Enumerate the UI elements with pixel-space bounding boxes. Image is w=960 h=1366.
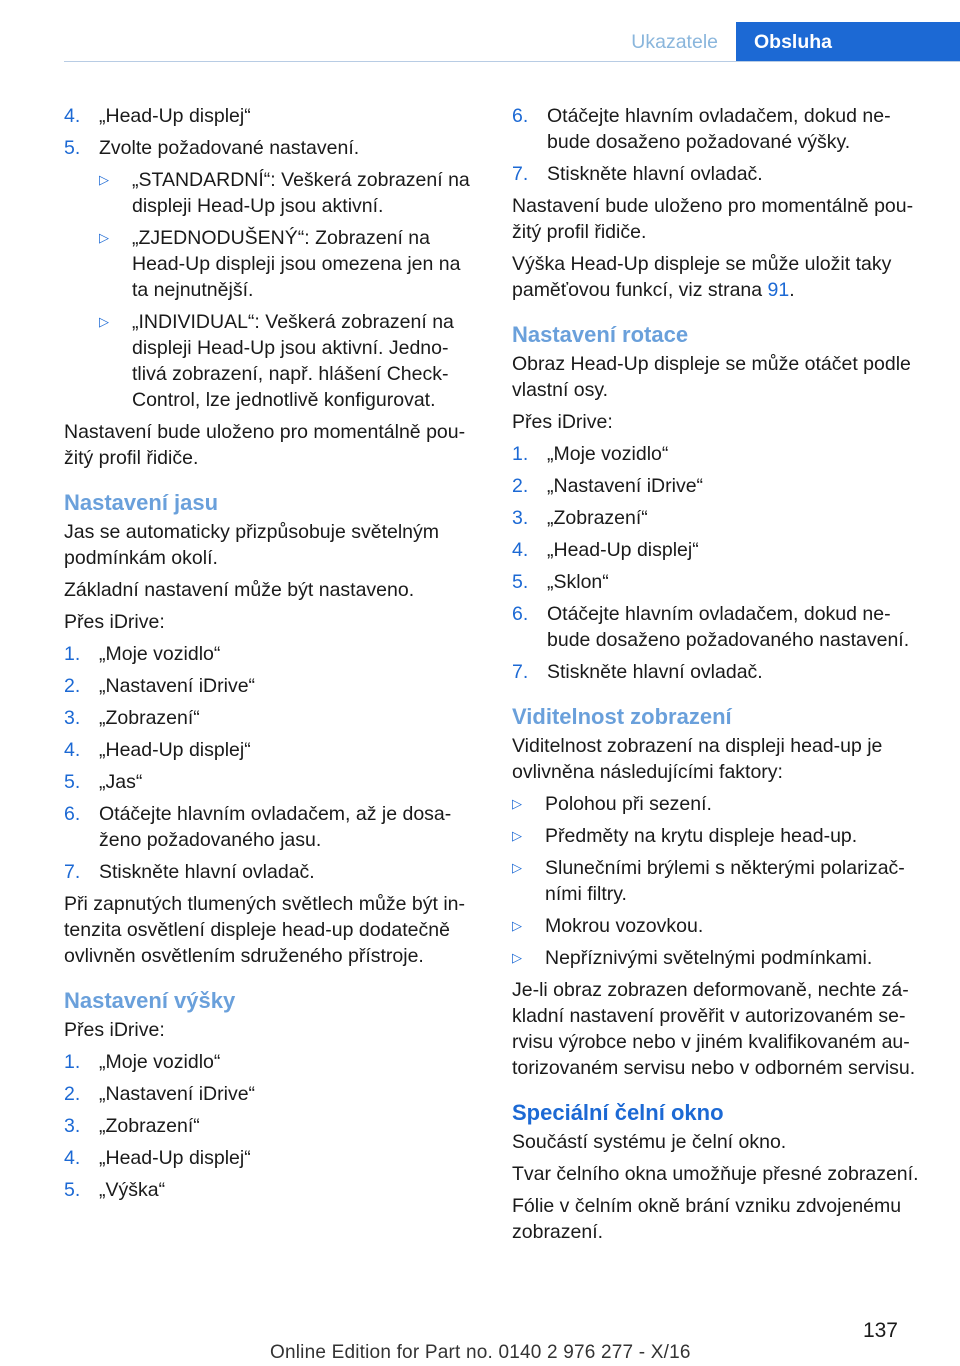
bullet-text: „ZJEDNODUŠENÝ“: Zobrazení na Head-Up displeji jsou omezena jen na ta nejnutnější. — [132, 227, 461, 301]
step-number: 3. — [64, 707, 81, 729]
step-text: Stiskněte hlavní ovladač. — [547, 661, 763, 683]
step-number: 2. — [64, 1083, 81, 1105]
triangle-bullet-icon: ▷ — [512, 950, 522, 965]
bullet-text: Předměty na krytu displeje head-up. — [545, 825, 858, 847]
step-number: 1. — [64, 643, 81, 665]
paragraph: Nastavení bude uloženo pro momentálně pou‐žitý profil řidiče. — [512, 195, 914, 243]
tab-ukazatele[interactable]: Ukazatele — [631, 31, 718, 53]
paragraph: Obraz Head-Up displeje se může otáčet podle vlastní osy. — [512, 353, 911, 401]
list-item — [99, 167, 479, 219]
step-text: „Head-Up displej“ — [99, 105, 251, 127]
right-column — [512, 103, 924, 1251]
paragraph: Jas se automaticky přizpůsobuje světelným podmínkám okolí. — [64, 521, 440, 569]
triangle-bullet-icon: ▷ — [512, 796, 522, 811]
bullet-text: „INDIVIDUAL“: Veškerá zobrazení na displeji Head-Up jsou aktivní. Jedno‐tlivá zobrazení, např. hlášení Check-Control, lze jednotlivě konfigurovat. — [132, 311, 454, 411]
list-item — [512, 569, 924, 595]
bullet-text: Mokrou vozovkou. — [545, 915, 704, 937]
paragraph: Přes iDrive: — [64, 1019, 165, 1041]
list-item — [64, 801, 479, 853]
step-number: 7. — [64, 861, 81, 883]
paragraph: Přes iDrive: — [64, 611, 165, 633]
triangle-bullet-icon: ▷ — [99, 172, 109, 187]
paragraph: Nastavení bude uloženo pro momentálně pou‐žitý profil řidiče. — [64, 421, 466, 469]
paragraph: Základní nastavení může být nastaveno. — [64, 579, 415, 601]
bullet-text: Nepříznivými světelnými podmínkami. — [545, 947, 873, 969]
steps-list — [64, 1049, 479, 1203]
paragraph-text: Výška Head-Up displeje se může uložit taky paměťovou funkcí, viz strana — [512, 253, 892, 301]
list-item — [512, 473, 924, 499]
section-heading-okno: Speciální čelní okno — [512, 1100, 724, 1125]
list-item — [512, 161, 924, 187]
step-number: 4. — [64, 105, 81, 127]
list-item — [512, 823, 924, 849]
paragraph: Součástí systému je čelní okno. — [512, 1131, 787, 1153]
step-number: 7. — [512, 163, 529, 185]
step-number: 2. — [64, 675, 81, 697]
step-number: 1. — [512, 443, 529, 465]
step-text: „Nastavení iDrive“ — [99, 1083, 256, 1105]
step-text: „Moje vozidlo“ — [99, 1051, 221, 1073]
step-number: 4. — [512, 539, 529, 561]
list-item — [64, 1081, 479, 1107]
paragraph-end: . — [789, 279, 795, 301]
step-text: „Zobrazení“ — [99, 707, 200, 729]
triangle-bullet-icon: ▷ — [512, 828, 522, 843]
step-number: 3. — [512, 507, 529, 529]
steps-list — [512, 103, 924, 187]
step-number: 2. — [512, 475, 529, 497]
list-item — [512, 913, 924, 939]
list-item — [64, 135, 479, 161]
step-number: 6. — [512, 105, 529, 127]
steps-list — [64, 641, 479, 885]
list-item — [512, 505, 924, 531]
section-heading-vyska: Nastavení výšky — [64, 988, 236, 1013]
triangle-bullet-icon: ▷ — [512, 918, 522, 933]
page-number: 137 — [862, 1319, 898, 1342]
step-number: 3. — [64, 1115, 81, 1137]
step-text: „Zobrazení“ — [99, 1115, 200, 1137]
section-heading-viditelnost: Viditelnost zobrazení — [512, 704, 732, 729]
list-item — [64, 769, 479, 795]
list-item — [64, 641, 479, 667]
step-text: „Sklon“ — [547, 571, 609, 593]
list-item — [64, 673, 479, 699]
list-item — [99, 309, 479, 413]
step-text: „Zobrazení“ — [547, 507, 648, 529]
list-item — [64, 737, 479, 763]
paragraph: Viditelnost zobrazení na displeji head-up je ovlivněna následujícími faktory: — [512, 735, 883, 783]
section-heading-rotace: Nastavení rotace — [512, 322, 689, 347]
step-number: 5. — [512, 571, 529, 593]
paragraph: Přes iDrive: — [512, 411, 613, 433]
step-number: 6. — [64, 803, 81, 825]
paragraph-with-link — [512, 251, 924, 303]
bullet-text: Polohou při sezení. — [545, 793, 712, 815]
list-item — [64, 1145, 479, 1171]
list-item — [512, 601, 924, 653]
tab-obsluha[interactable]: Obsluha — [736, 22, 960, 62]
step-text: Stiskněte hlavní ovladač. — [547, 163, 763, 185]
step-number: 5. — [64, 137, 81, 159]
list-item — [512, 537, 924, 563]
header-divider — [64, 61, 960, 62]
options-list — [99, 167, 479, 413]
step-number: 5. — [64, 1179, 81, 1201]
triangle-bullet-icon: ▷ — [99, 230, 109, 245]
bullet-text: Slunečními brýlemi s některými polarizač‐ními filtry. — [545, 857, 905, 905]
list-item — [512, 945, 924, 971]
step-number: 4. — [64, 1147, 81, 1169]
list-item — [512, 855, 924, 907]
step-text: „Moje vozidlo“ — [547, 443, 669, 465]
bullet-text: „STANDARDNÍ“: Veškerá zobrazení na displeji Head-Up jsou aktivní. — [132, 169, 470, 217]
section-heading-jas: Nastavení jasu — [64, 490, 219, 515]
step-number: 7. — [512, 661, 529, 683]
list-item — [512, 103, 924, 155]
list-item — [64, 705, 479, 731]
step-number: 1. — [64, 1051, 81, 1073]
triangle-bullet-icon: ▷ — [512, 860, 522, 875]
step-text: „Jas“ — [99, 771, 143, 793]
step-text: „Head-Up displej“ — [99, 739, 251, 761]
steps-list — [64, 103, 479, 161]
steps-list — [512, 441, 924, 685]
step-text: Stiskněte hlavní ovladač. — [99, 861, 315, 883]
step-text: „Nastavení iDrive“ — [547, 475, 704, 497]
step-text: Otáčejte hlavním ovladačem, dokud ne‐bude dosaženo požadovaného nastavení. — [547, 603, 910, 651]
list-item — [99, 225, 479, 303]
step-number: 5. — [64, 771, 81, 793]
paragraph: Při zapnutých tlumených světlech může být in‐tenzita osvětlení displeje head-up dodatečně ovlivněn osvětlením sdruženého přístroje. — [64, 893, 466, 967]
list-item — [512, 659, 924, 685]
step-text: Zvolte požadované nastavení. — [99, 137, 360, 159]
edition-footer: Online Edition for Part no. 0140 2 976 277 - X/16 — [270, 1342, 691, 1363]
factors-list — [512, 791, 924, 971]
step-text: „Moje vozidlo“ — [99, 643, 221, 665]
paragraph: Fólie v čelním okně brání vzniku zdvojenému zobrazení. — [512, 1195, 902, 1243]
step-text: „Head-Up displej“ — [99, 1147, 251, 1169]
list-item — [64, 1177, 479, 1203]
list-item — [64, 103, 479, 129]
step-text: Otáčejte hlavním ovladačem, až je dosa‐ženo požadovaného jasu. — [99, 803, 452, 851]
chapter-tabs — [631, 22, 960, 62]
triangle-bullet-icon: ▷ — [99, 314, 109, 329]
page-link[interactable]: 91 — [767, 279, 790, 301]
step-text: „Head-Up displej“ — [547, 539, 699, 561]
step-number: 6. — [512, 603, 529, 625]
list-item — [64, 1113, 479, 1139]
step-text: „Výška“ — [99, 1179, 166, 1201]
list-item — [64, 1049, 479, 1075]
step-text: „Nastavení iDrive“ — [99, 675, 256, 697]
step-number: 4. — [64, 739, 81, 761]
paragraph: Je-li obraz zobrazen deformovaně, nechte zá‐kladní nastavení prověřit v autorizovaném se‐rvisu výrobce nebo v jiném kvalifikovaném au‐torizovaném servisu nebo v odborném servisu. — [512, 979, 916, 1079]
step-text: Otáčejte hlavním ovladačem, dokud ne‐bude dosaženo požadované výšky. — [547, 105, 891, 153]
list-item — [512, 791, 924, 817]
list-item — [512, 441, 924, 467]
list-item — [64, 859, 479, 885]
paragraph: Tvar čelního okna umožňuje přesné zobrazení. — [512, 1163, 919, 1185]
left-column — [64, 103, 479, 1209]
